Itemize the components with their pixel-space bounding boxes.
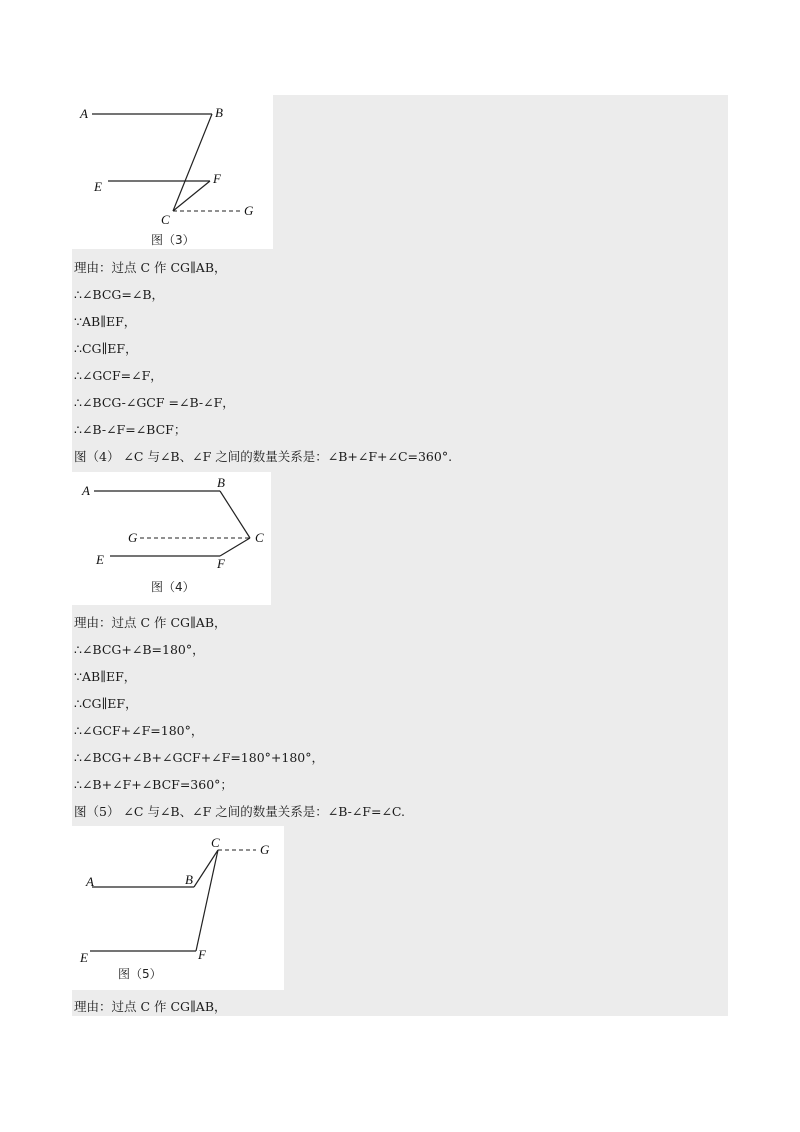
point-label-a: A: [82, 483, 90, 498]
point-label-c: C: [161, 212, 170, 227]
point-label-b: B: [185, 872, 193, 887]
point-label-e: E: [80, 950, 88, 965]
point-label-f: F: [217, 556, 225, 571]
line-cf: [196, 850, 218, 951]
text-line-15: ∴∠B+∠F+∠BCF=360°；: [74, 777, 233, 792]
text-line-13: ∴∠GCF+∠F=180°，: [74, 723, 204, 738]
point-label-a: A: [80, 106, 88, 121]
line-fc: [220, 538, 250, 556]
point-label-g: G: [244, 203, 254, 218]
figure-5: [72, 826, 284, 990]
text-line-7: ∴∠B-∠F=∠BCF；: [74, 422, 187, 437]
text-line-6: ∴∠BCG-∠GCF =∠B-∠F，: [74, 395, 235, 410]
point-label-a: A: [86, 874, 94, 889]
point-label-f: F: [213, 171, 221, 186]
figure-4-caption: 图（4）: [151, 580, 195, 594]
point-label-e: E: [96, 552, 104, 567]
point-label-b: B: [217, 475, 225, 490]
text-line-4: ∴CG∥EF，: [74, 341, 138, 356]
text-line-5: ∴∠GCF=∠F，: [74, 368, 163, 383]
text-line-8: 图（4） ∠C 与∠B、∠F 之间的数量关系是：∠B+∠F+∠C=360°.: [74, 449, 453, 464]
line-bc: [220, 491, 250, 538]
figure-3-diagram: [72, 95, 273, 249]
point-label-c: C: [255, 530, 264, 545]
point-label-g: G: [260, 842, 270, 857]
figure-5-diagram: [72, 826, 284, 990]
text-line-14: ∴∠BCG+∠B+∠GCF+∠F=180°+180°，: [74, 750, 324, 765]
figure-4: [72, 472, 271, 605]
line-bc: [173, 114, 212, 211]
text-line-2: ∴∠BCG=∠B，: [74, 287, 165, 302]
point-label-e: E: [94, 179, 102, 194]
point-label-g: G: [128, 530, 138, 545]
point-label-b: B: [215, 105, 223, 120]
text-line-10: ∴∠BCG+∠B=180°，: [74, 642, 205, 657]
figure-3: [72, 95, 273, 249]
text-line-1: 理由：过点 C 作 CG∥AB，: [74, 260, 227, 275]
point-label-f: F: [198, 947, 206, 962]
text-line-3: ∵AB∥EF，: [74, 314, 137, 329]
text-line-11: ∵AB∥EF，: [74, 669, 137, 684]
text-line-17: 理由：过点 C 作 CG∥AB，: [74, 999, 227, 1014]
figure-3-caption: 图（3）: [151, 233, 195, 247]
text-line-9: 理由：过点 C 作 CG∥AB，: [74, 615, 227, 630]
point-label-c: C: [211, 835, 220, 850]
text-line-12: ∴CG∥EF，: [74, 696, 138, 711]
figure-5-caption: 图（5）: [118, 967, 162, 981]
text-line-16: 图（5） ∠C 与∠B、∠F 之间的数量关系是：∠B-∠F=∠C.: [74, 804, 406, 819]
